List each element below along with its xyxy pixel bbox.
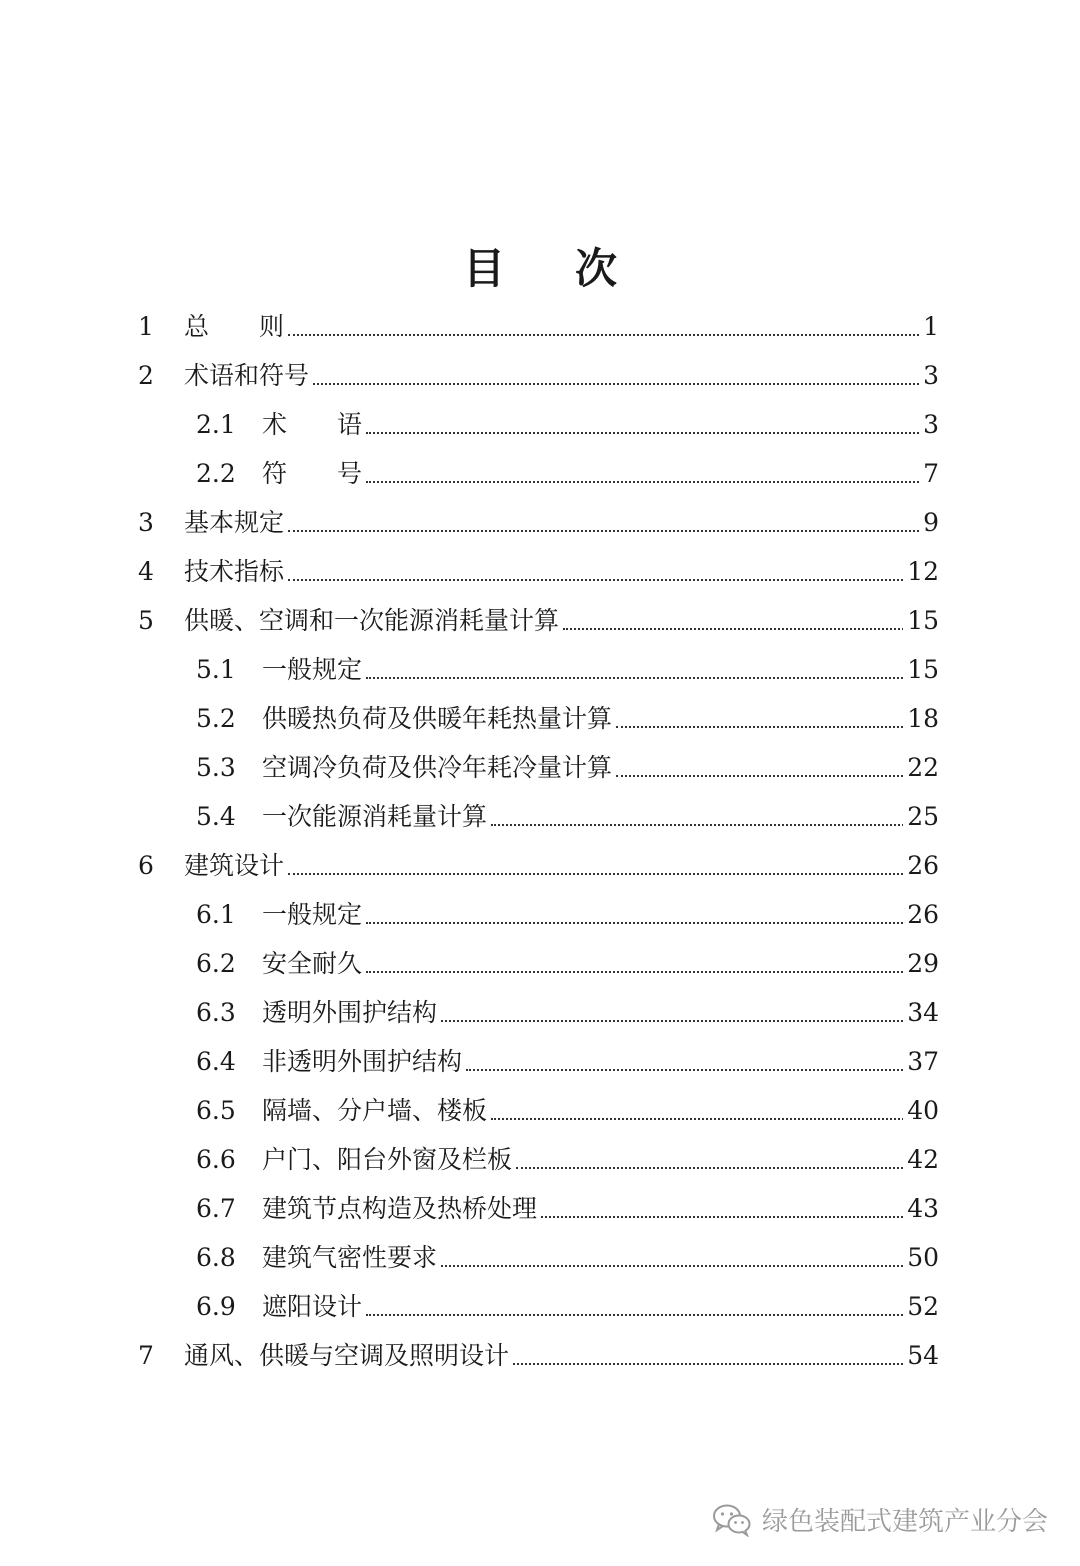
toc-entry-number: 6.7 [196, 1194, 236, 1223]
page-title [0, 236, 1080, 296]
toc-entry-title: 户门、阳台外窗及栏板 [262, 1145, 513, 1174]
toc-entry-number: 4 [138, 557, 154, 586]
toc-entry-title: 遮阳设计 [262, 1292, 363, 1321]
toc-dot-leader [616, 726, 935, 728]
toc-entry-page: 37 [903, 1046, 939, 1078]
toc-entry-leader [262, 801, 939, 833]
toc-entry-title: 非透明外围护结构 [262, 1047, 463, 1076]
toc-entry-page: 25 [903, 801, 939, 833]
toc-entry-leader [262, 997, 939, 1029]
toc-entry-page: 15 [903, 605, 939, 637]
toc-entry-leader [184, 360, 939, 392]
toc-dot-leader [288, 530, 935, 532]
toc-entry-page: 9 [919, 507, 939, 539]
toc-dot-leader [491, 1118, 935, 1120]
toc-entry-page: 1 [919, 311, 939, 343]
toc-entry-number: 5.1 [196, 655, 236, 684]
toc-entry-leader [262, 409, 939, 441]
toc-entry [0, 1087, 1080, 1136]
toc-entry-page: 50 [903, 1242, 939, 1274]
toc-dot-leader [366, 481, 935, 483]
toc-entry-title: 建筑节点构造及热桥处理 [262, 1194, 538, 1223]
toc-entry-leader [184, 507, 939, 539]
toc-entry-title: 通风、供暖与空调及照明设计 [184, 1341, 510, 1370]
toc-entry-leader [184, 1340, 939, 1372]
toc-entry [0, 1332, 1080, 1381]
toc-entry-number: 5 [138, 606, 154, 635]
toc-dot-leader [366, 922, 935, 924]
toc-entry-number: 6.8 [196, 1243, 236, 1272]
toc-entry-number: 5.4 [196, 802, 236, 831]
toc-entry-number: 6.4 [196, 1047, 236, 1076]
toc-dot-leader [616, 775, 935, 777]
toc-entry-number: 1 [138, 312, 154, 341]
toc-entry-title: 一般规定 [262, 655, 363, 684]
toc-entry-title: 一次能源消耗量计算 [262, 802, 488, 831]
toc-entry-leader [262, 458, 939, 490]
toc-entry-title: 安全耐久 [262, 949, 363, 978]
toc-entry-number: 2.1 [196, 410, 236, 439]
toc-entry [0, 989, 1080, 1038]
toc-entry-number: 5.2 [196, 704, 236, 733]
toc-dot-leader [366, 971, 935, 973]
toc-entry-leader [262, 1095, 939, 1127]
toc-entry-page: 26 [903, 850, 939, 882]
toc-entry-page: 52 [903, 1291, 939, 1323]
toc-entry-page: 15 [903, 654, 939, 686]
toc-entry-leader [262, 948, 939, 980]
toc-entry-page: 7 [919, 458, 939, 490]
toc-entry [0, 450, 1080, 499]
toc-entry-page: 43 [903, 1193, 939, 1225]
watermark [712, 1501, 1048, 1538]
toc-dot-leader [466, 1069, 935, 1071]
toc-entry-title: 透明外围护结构 [262, 998, 438, 1027]
toc-entry [0, 695, 1080, 744]
toc-entry [0, 842, 1080, 891]
toc-entry-page: 42 [903, 1144, 939, 1176]
title-left: 目 [462, 244, 505, 294]
toc-entry-title: 空调冷负荷及供冷年耗冷量计算 [262, 753, 613, 782]
toc-dot-leader [441, 1020, 935, 1022]
toc-dot-leader [563, 628, 935, 630]
toc-entry-number: 5.3 [196, 753, 236, 782]
toc-entry [0, 1234, 1080, 1283]
toc-entry-leader [262, 1291, 939, 1323]
title-right: 次 [575, 244, 618, 294]
toc-entry [0, 499, 1080, 548]
toc-entry-leader [184, 850, 939, 882]
toc-entry-title: 技术指标 [184, 557, 285, 586]
toc-entry-leader [262, 1193, 939, 1225]
toc-entry-page: 54 [903, 1340, 939, 1372]
toc-entry-leader [262, 899, 939, 931]
toc-dot-leader [313, 383, 935, 385]
toc-dot-leader [288, 334, 935, 336]
toc-entry-leader [184, 605, 939, 637]
toc-entry [0, 352, 1080, 401]
toc-entry [0, 646, 1080, 695]
toc-entry [0, 597, 1080, 646]
toc-entry [0, 744, 1080, 793]
toc-entry [0, 940, 1080, 989]
toc-entry-title: 术 语 [262, 410, 363, 439]
toc-entry-number: 2.2 [196, 459, 236, 488]
toc-dot-leader [288, 873, 935, 875]
toc-dot-leader [491, 824, 935, 826]
toc-entry [0, 1038, 1080, 1087]
toc-dot-leader [288, 579, 935, 581]
toc-entry-title: 总 则 [184, 312, 285, 341]
toc-entry-title: 一般规定 [262, 900, 363, 929]
toc-entry-title: 术语和符号 [184, 361, 310, 390]
toc-dot-leader [516, 1167, 935, 1169]
toc-entry-page: 26 [903, 899, 939, 931]
toc-entry-leader [262, 703, 939, 735]
toc-entry [0, 793, 1080, 842]
toc-entry-leader [184, 311, 939, 343]
toc-entry [0, 1283, 1080, 1332]
toc-entry [0, 303, 1080, 352]
toc-entry-number: 3 [138, 508, 154, 537]
toc-entry-page: 29 [903, 948, 939, 980]
toc-entry-page: 40 [903, 1095, 939, 1127]
toc-entry-leader [262, 1046, 939, 1078]
toc-entry-number: 6.2 [196, 949, 236, 978]
toc-entry-number: 6.6 [196, 1145, 236, 1174]
wechat-icon [712, 1503, 752, 1537]
toc-entry-number: 6.9 [196, 1292, 236, 1321]
toc-entry-page: 22 [903, 752, 939, 784]
toc-entry [0, 548, 1080, 597]
toc-dot-leader [366, 677, 935, 679]
toc-entry-title: 供暖热负荷及供暖年耗热量计算 [262, 704, 613, 733]
watermark-text: 绿色装配式建筑产业分会 [761, 1507, 1048, 1537]
toc-entry-title: 建筑气密性要求 [262, 1243, 438, 1272]
toc-entry-number: 2 [138, 361, 154, 390]
toc-entry-leader [184, 556, 939, 588]
toc-dot-leader [366, 432, 935, 434]
toc-entry-title: 供暖、空调和一次能源消耗量计算 [184, 606, 560, 635]
toc-entry-number: 6.3 [196, 998, 236, 1027]
toc-dot-leader [366, 1314, 935, 1316]
toc-entry [0, 401, 1080, 450]
toc-entry-page: 34 [903, 997, 939, 1029]
toc-entry-title: 隔墙、分户墙、楼板 [262, 1096, 488, 1125]
toc-entry [0, 891, 1080, 940]
toc-entry-title: 符 号 [262, 459, 363, 488]
toc-dot-leader [513, 1363, 935, 1365]
toc-entry-page: 18 [903, 703, 939, 735]
toc-entry-number: 6 [138, 851, 154, 880]
toc-dot-leader [541, 1216, 935, 1218]
toc-entry-page: 12 [903, 556, 939, 588]
toc-entry-leader [262, 1242, 939, 1274]
toc-entry-page: 3 [919, 360, 939, 392]
toc-entry [0, 1185, 1080, 1234]
toc-entry-number: 6.5 [196, 1096, 236, 1125]
toc-entry-page: 3 [919, 409, 939, 441]
toc-entry-leader [262, 1144, 939, 1176]
toc-dot-leader [441, 1265, 935, 1267]
toc-entry-title: 基本规定 [184, 508, 285, 537]
toc-entry-leader [262, 654, 939, 686]
toc-entry [0, 1136, 1080, 1185]
toc-entry-number: 6.1 [196, 900, 236, 929]
toc-entry-number: 7 [138, 1341, 154, 1370]
toc-entry-title: 建筑设计 [184, 851, 285, 880]
toc-entry-leader [262, 752, 939, 784]
